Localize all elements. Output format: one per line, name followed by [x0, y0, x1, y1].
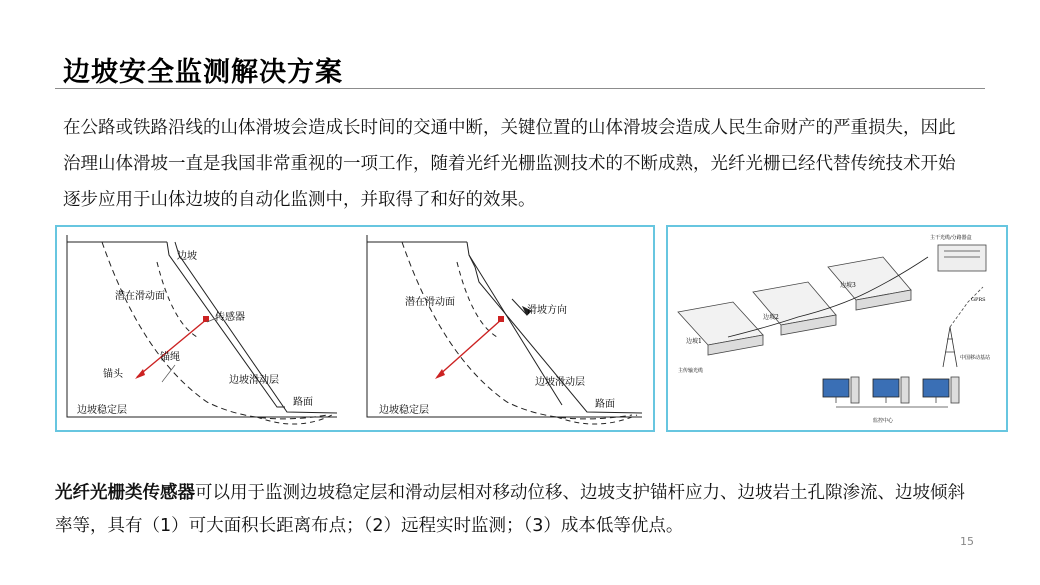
- slope-section-svg: [57, 227, 653, 430]
- panel-b-stable-layer-label: 边坡稳定层: [379, 405, 429, 416]
- sensor-marker: [203, 316, 209, 322]
- panel-a-anchor-head-label: 锚头: [103, 369, 123, 380]
- panel-a-slope-label: 边坡: [177, 251, 197, 262]
- panel-b-road-label: 路面: [595, 399, 615, 410]
- intro-paragraph: 在公路或铁路沿线的山体滑坡会造成长时间的交通中断，关键位置的山体滑坡会造成人民生命财产的严重损失，因此治理山体滑坡一直是我国非常重视的一项工作，随着光纤光栅监测技术的不断成熟，光纤光栅已经代替传统技术开始逐步应用于山体边坡的自动化监测中，并取得了和好的效果。: [63, 118, 956, 210]
- panel-b-slide-direction-label: 滑坡方向: [527, 305, 567, 316]
- panel-a-road-label: 路面: [293, 397, 313, 408]
- box-label: 主干光缆/分路器盒: [930, 235, 972, 241]
- panel-a-sensor-label: 传感器: [215, 312, 245, 323]
- main-cable-label: 主传输光缆: [678, 368, 704, 374]
- page-number: 15: [960, 535, 974, 548]
- panel-b: [367, 235, 642, 424]
- panel-b-sliding-layer-label: 边坡滑动层: [535, 377, 585, 388]
- monitor-2: [873, 377, 909, 403]
- panel-a-sliding-layer-label: 边坡滑动层: [229, 375, 279, 386]
- panel-b-slip-surface-label: 潜在滑动面: [405, 297, 455, 308]
- bottom-paragraph-text: 可以用于监测边坡稳定层和滑动层相对移动位移、边坡支护锚杆应力、边坡岩土孔隙渗流、边坡倾斜率等，具有（1）可大面积长距离布点；（2）远程实时监测；（3）成本低等优点。: [55, 483, 965, 536]
- panel-a-stable-layer-label: 边坡稳定层: [77, 405, 127, 416]
- page-title: 边坡安全监测解决方案: [63, 57, 343, 88]
- bottom-paragraph: [55, 477, 975, 543]
- title-divider: [55, 88, 985, 89]
- panel-a: [67, 235, 337, 424]
- slope2-label: 边坡2: [763, 314, 779, 321]
- gprs-label: GPRS: [971, 297, 986, 303]
- splitter-box: [938, 245, 986, 271]
- network-diagram: [666, 225, 1008, 432]
- monitor-3: [923, 377, 959, 403]
- panel-a-anchor-cable-label: 锚绳: [160, 352, 180, 363]
- anchor-cable-line: [137, 319, 207, 377]
- slope-section-diagram: [55, 225, 655, 432]
- monitor-1: [823, 377, 859, 403]
- network-svg: [668, 227, 1006, 430]
- base-station-label: 中国移动基站: [960, 355, 991, 361]
- slope3-label: 边坡3: [840, 282, 856, 289]
- slope1-label: 边坡1: [686, 338, 702, 345]
- panel-b-sensor-marker: [498, 316, 504, 322]
- monitor-center-label: 监控中心: [873, 418, 894, 424]
- panel-a-slip-surface-label: 潜在滑动面: [115, 291, 165, 302]
- sensor-type-highlight: 光纤光栅类传感器: [55, 483, 195, 503]
- anchor-head-arrow: [135, 369, 145, 379]
